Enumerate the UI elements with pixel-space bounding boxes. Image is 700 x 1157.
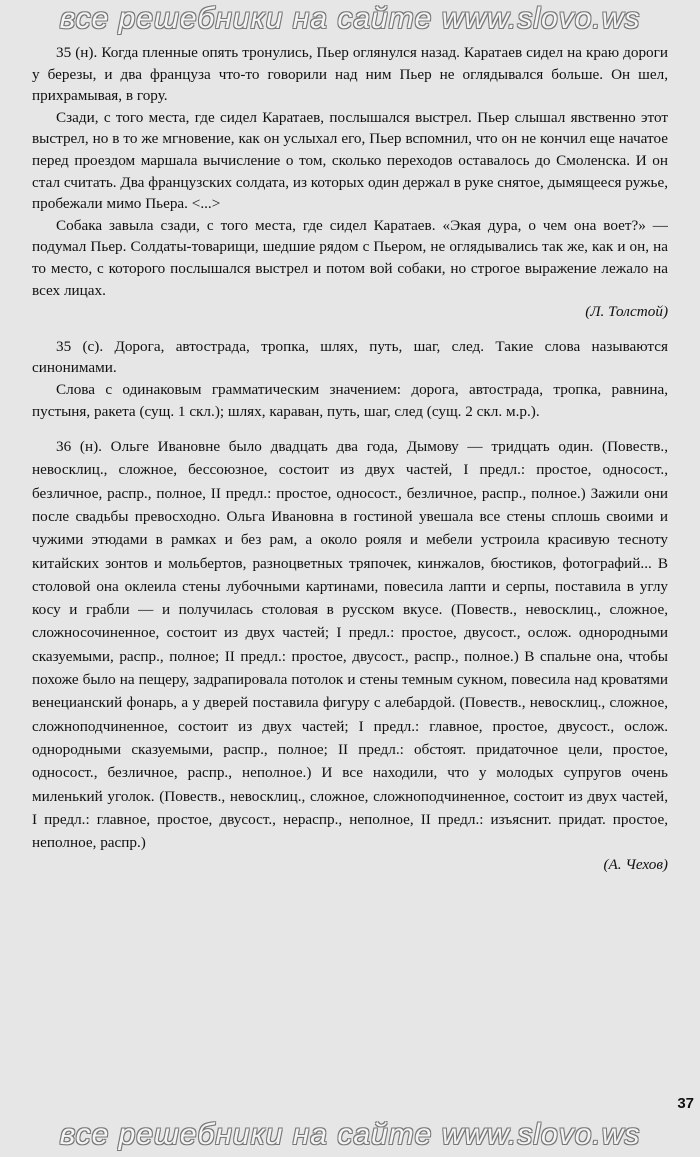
page-content — [32, 42, 668, 876]
exercise-35n-paragraph-3: Собака завыла сзади, с того места, где сидел Каратаев. «Экая дура, о чем она воет?» — подумал Пьер. Солдаты-товарищи, шедшие рядом с Пьером, не оглядывались так же, как и он, на то место, с которого послышался выстрел и потом вой собаки, но строгое выражение лежало на всех лицах. — [32, 216, 668, 299]
exercise-36n-text: 36 (н). Ольге Ивановне было двадцать два года, Дымову — тридцать один. (Повеств., невосклиц., сложное, бессоюзное, состоит из двух частей, I предл.: простое, односост., безличное, распр., полное, II предл.: простое, односост., безличное, распр., полное.) Зажили они после свадьбы превосходно. Ольга Ивановна в гостиной увешала все стены сплошь своими и чужими этюдами в рамках и без рам, а около рояля и мебели устроила красивую тесноту китайских зонтов и мольбертов, разноцветных тряпочек, кинжалов, бюстиков, фотографий... В столовой она оклеила стены лубочными картинами, повесила лапти и серпы, поставила в углу косу и грабли — и получилась столовая в русском вкусе. (Повеств., невосклиц., сложное, сложносочиненное, состоит из двух частей; I предл.: простое, двусост., ослож. однородными сказуемыми, распр., полное; II предл.: простое, двусост., распр., полное.) В спальне она, чтобы похоже было на пещеру, задрапировала потолок и стены темным сукном, повесила над кроватями венецианский фонарь, а у дверей поставила фигуру с алебардой. (Повеств., невосклиц., сложное, сложноподчиненное, состоит из двух частей; I предл.: главное, простое, двусост., ослож. однородными сказуемыми, распр., полное; II предл.: обстоят. придаточное цели, простое, односост., безличное, распр., неполное.) И все находили, что у молодых супругов очень миленький уголок. (Повеств., невосклиц., сложное, сложноподчиненное, состоит из двух частей, I предл.: главное, простое, двусост., нераспр., неполное, II предл.: изъяснит. придат. простое, неполное, распр.) — [32, 438, 668, 852]
watermark-top: все решебники на сайте www.slovo.ws — [59, 2, 641, 35]
exercise-35n-paragraph-2: Сзади, с того места, где сидел Каратаев, послышался выстрел. Пьер слышал явственно этот выстрел, но в то же мгновение, как он услыхал его, Пьер вспомнил, что он не кончил еще начатое перед проездом маршала вычисление о том, сколько переходов оставалось до Смоленска. И он стал считать. Два французских солдата, из которых один держал в руке снятое, дымящееся ружье, пробежали мимо Пьера. <...> — [32, 108, 668, 213]
author-chekhov: (А. Чехов) — [603, 856, 668, 874]
exercise-35c-paragraph-1: 35 (с). Дорога, автострада, тропка, шлях, путь, шаг, след. Такие слова называются синонимами. — [32, 337, 668, 377]
watermark-bottom: все решебники на сайте www.slovo.ws — [59, 1118, 641, 1151]
exercise-35n-paragraph-1: 35 (н). Когда пленные опять тронулись, Пьер оглянулся назад. Каратаев сидел на краю дороги у березы, и два француза что-то говорили над ним Пьер не оглядывался больше. Он шел, прихрамывая, в гору. — [32, 44, 668, 105]
author-tolstoy: (Л. Толстой) — [585, 303, 668, 321]
page-number: 37 — [677, 1095, 694, 1112]
exercise-35c-paragraph-2: Слова с одинаковым грамматическим значением: дорога, автострада, тропка, равнина, пустыня, ракета (сущ. 1 скл.); шлях, караван, путь, шаг, след (сущ. 2 скл. м.р.). — [32, 380, 668, 420]
